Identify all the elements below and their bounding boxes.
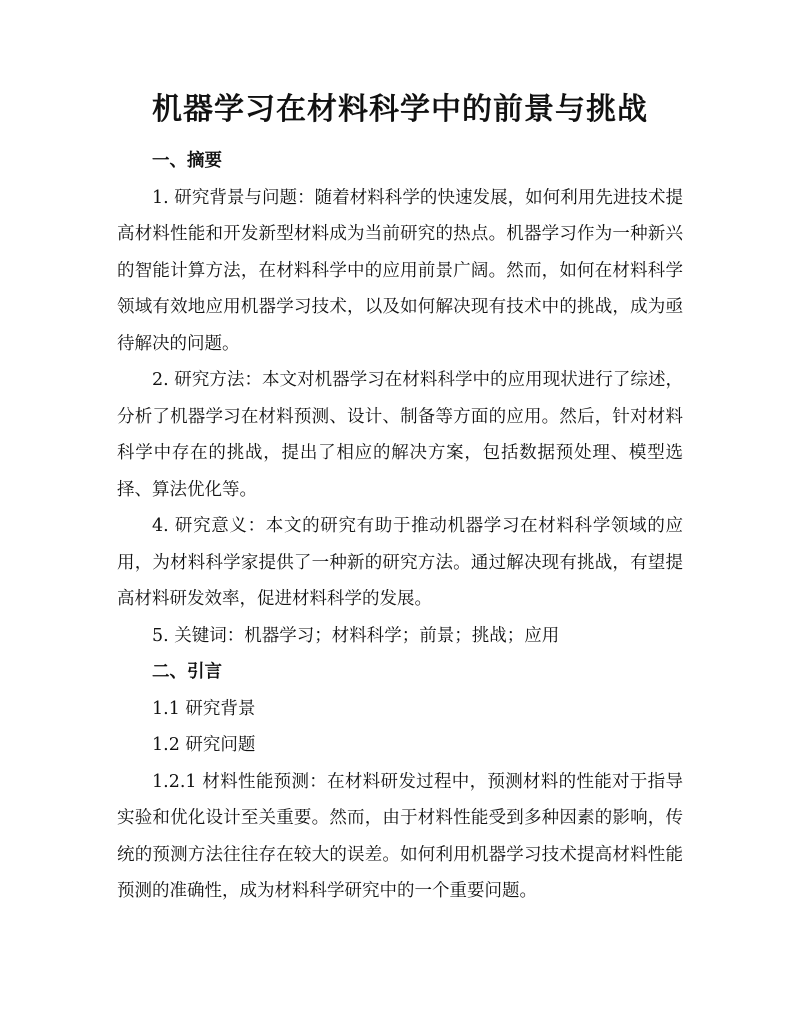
abstract-paragraph-significance: 4. 研究意义：本文的研究有助于推动机器学习在材料科学领域的应用，为材料科学家提供了一种新的研究方法。通过解决现有挑战，有望提高材料研发效率，促进材料科学的发展。: [117, 516, 683, 609]
document-body: [117, 143, 683, 910]
subsection-heading-background: 1.1 研究背景: [152, 698, 256, 719]
section-heading-abstract: 一、摘要: [152, 151, 222, 171]
section-heading-introduction: 二、引言: [152, 662, 222, 682]
abstract-paragraph-background: 1. 研究背景与问题：随着材料科学的快速发展，如何利用先进技术提高材料性能和开发新型材料成为当前研究的热点。机器学习作为一种新兴的智能计算方法，在材料科学中的应用前景广阔。然而，如何在材料科学领域有效地应用机器学习技术，以及如何解决现有技术中的挑战，成为亟待解决的问题。: [117, 187, 683, 354]
document-title: 机器学习在材料科学中的前景与挑战: [152, 92, 648, 127]
subsection-heading-problem: 1.2 研究问题: [152, 735, 256, 755]
abstract-keywords: 5. 关键词：机器学习；材料科学；前景；挑战；应用: [152, 625, 560, 646]
subsection-paragraph-performance-prediction: 1.2.1 材料性能预测：在材料研发过程中，预测材料的性能对于指导实验和优化设计至关重要。然而，由于材料性能受到多种因素的影响，传统的预测方法往往存在较大的误差。如何利用机器学习技术提高材料性能预测的准确性，成为材料科学研究中的一个重要问题。: [117, 771, 683, 901]
abstract-paragraph-methods: 2. 研究方法：本文对机器学习在材料科学中的应用现状进行了综述，分析了机器学习在材料预测、设计、制备等方面的应用。然后，针对材料科学中存在的挑战，提出了相应的解决方案，包括数据预处理、模型选择、算法优化等。: [117, 370, 683, 500]
